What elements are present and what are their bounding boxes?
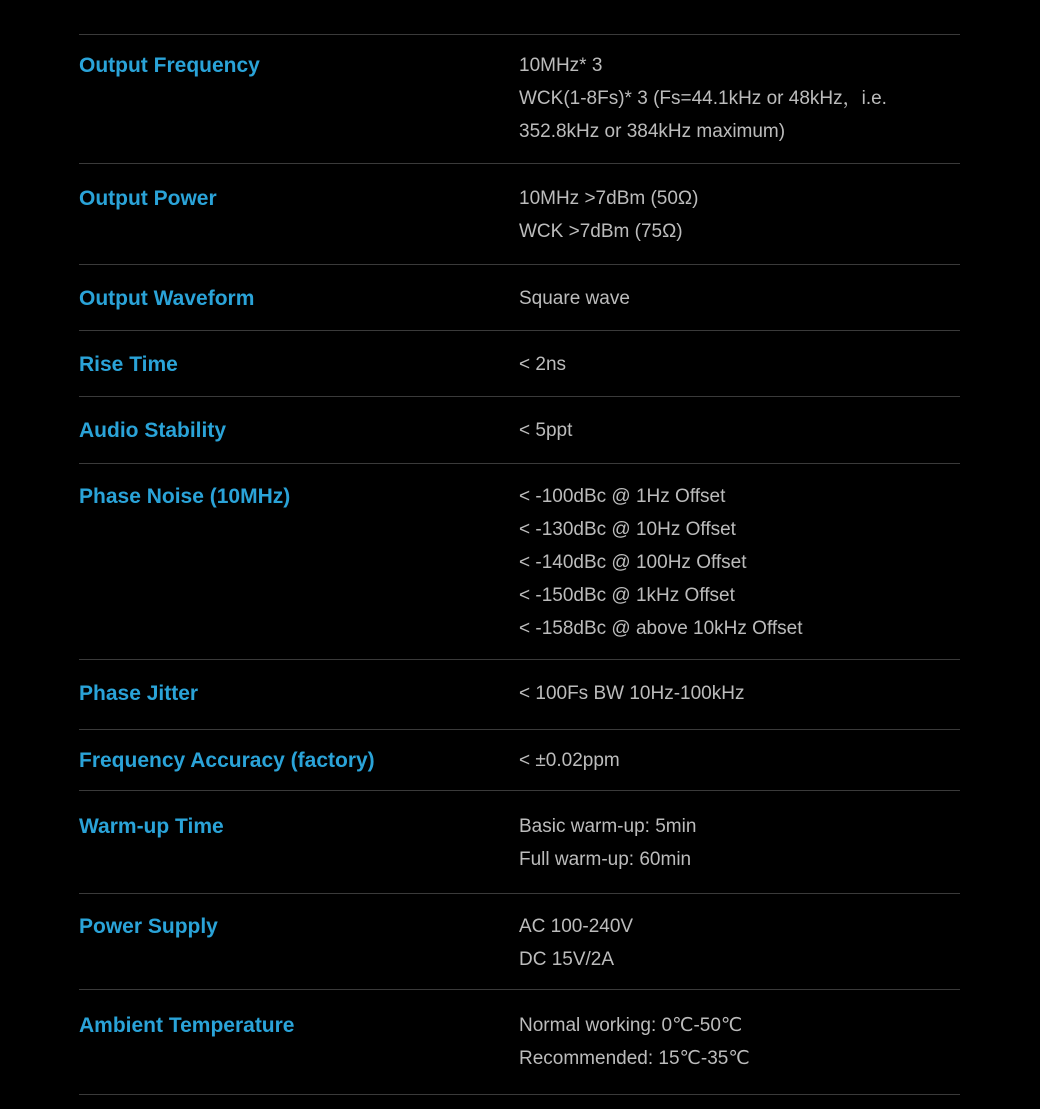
spec-label: Rise Time — [79, 353, 178, 376]
spec-table — [79, 34, 960, 1095]
spec-label: Output Frequency — [79, 54, 260, 77]
spec-row-frequency-accuracy — [79, 730, 960, 791]
spec-value: < -158dBc @ above 10kHz Offset — [519, 618, 803, 639]
spec-value: Basic warm-up: 5min — [519, 816, 697, 837]
spec-value: Full warm-up: 60min — [519, 849, 692, 870]
spec-values — [519, 810, 960, 876]
spec-label: Warm-up Time — [79, 815, 224, 838]
spec-label: Output Waveform — [79, 287, 255, 310]
spec-row-phase-noise — [79, 464, 960, 660]
spec-label: Phase Jitter — [79, 682, 199, 705]
spec-value: < 2ns — [519, 354, 567, 375]
spec-row-ambient-temperature — [79, 990, 960, 1095]
spec-values — [519, 182, 960, 248]
spec-row-warm-up-time — [79, 791, 960, 894]
spec-value: 10MHz* 3 — [519, 55, 603, 76]
spec-values — [519, 744, 960, 777]
spec-value: < -150dBc @ 1kHz Offset — [519, 585, 735, 606]
spec-value: Square wave — [519, 288, 630, 309]
spec-value: < -140dBc @ 100Hz Offset — [519, 552, 747, 573]
spec-value: < -100dBc @ 1Hz Offset — [519, 486, 726, 507]
spec-label: Frequency Accuracy (factory) — [79, 749, 375, 772]
spec-row-output-frequency — [79, 35, 960, 164]
spec-label: Ambient Temperature — [79, 1014, 295, 1037]
spec-row-power-supply — [79, 894, 960, 990]
spec-label: Output Power — [79, 187, 217, 210]
spec-row-audio-stability — [79, 397, 960, 464]
spec-label: Phase Noise (10MHz) — [79, 485, 291, 508]
spec-value: WCK >7dBm (75Ω) — [519, 221, 683, 242]
spec-row-rise-time — [79, 331, 960, 397]
spec-value: < 5ppt — [519, 420, 573, 441]
spec-value: DC 15V/2A — [519, 949, 615, 970]
spec-value: 10MHz >7dBm (50Ω) — [519, 188, 699, 209]
spec-values — [519, 480, 960, 645]
spec-values — [519, 910, 960, 976]
spec-values — [519, 49, 960, 148]
spec-row-phase-jitter — [79, 660, 960, 730]
spec-row-output-power — [79, 164, 960, 265]
spec-value: < ±0.02ppm — [519, 750, 620, 771]
spec-values — [519, 677, 960, 710]
spec-values — [519, 1009, 960, 1075]
spec-value: < 100Fs BW 10Hz-100kHz — [519, 683, 745, 704]
spec-values — [519, 414, 960, 447]
spec-values — [519, 348, 960, 381]
spec-value: Normal working: 0℃-50℃ — [519, 1015, 743, 1036]
spec-value: AC 100-240V — [519, 916, 634, 937]
spec-label: Audio Stability — [79, 419, 226, 442]
spec-label: Power Supply — [79, 915, 218, 938]
spec-value: 352.8kHz or 384kHz maximum) — [519, 121, 786, 142]
spec-value: WCK(1-8Fs)* 3 (Fs=44.1kHz or 48kHz，i.e. — [519, 88, 887, 109]
spec-value: Recommended: 15℃-35℃ — [519, 1048, 750, 1069]
spec-value: < -130dBc @ 10Hz Offset — [519, 519, 736, 540]
spec-values — [519, 282, 960, 315]
spec-row-output-waveform — [79, 265, 960, 331]
